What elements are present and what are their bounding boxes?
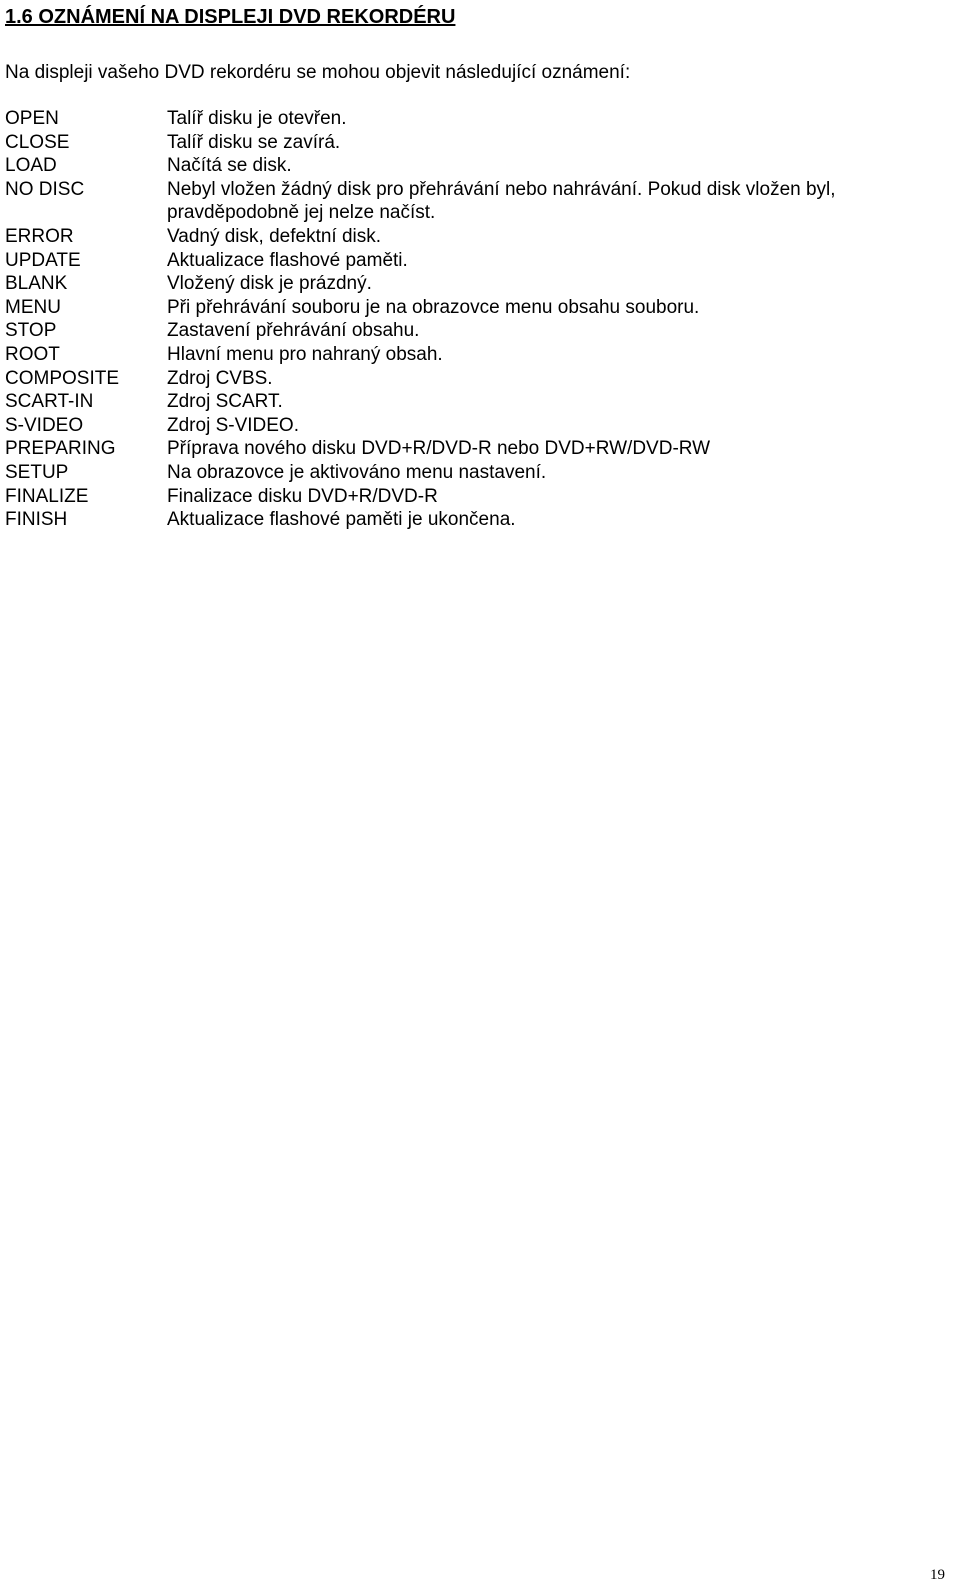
- message-code: SCART-IN: [5, 391, 94, 413]
- intro-text: Na displeji vašeho DVD rekordéru se mohou objevit následující oznámení:: [5, 62, 631, 83]
- list-item: [5, 437, 945, 461]
- list-item: [5, 485, 945, 509]
- message-description: Zdroj SCART.: [167, 391, 283, 413]
- message-code: LOAD: [5, 155, 57, 177]
- message-description: Zdroj S-VIDEO.: [167, 414, 299, 436]
- list-item: [5, 107, 945, 131]
- message-description: Vadný disk, defektní disk.: [167, 225, 382, 247]
- message-code: ROOT: [5, 343, 60, 365]
- list-item: [5, 343, 945, 367]
- list-item: [5, 272, 945, 296]
- message-description: Talíř disku je otevřen.: [167, 108, 347, 129]
- message-code: ERROR: [5, 225, 74, 247]
- message-code: STOP: [5, 320, 57, 342]
- list-item: [5, 178, 945, 225]
- section-heading: 1.6 OZNÁMENÍ NA DISPLEJI DVD REKORDÉRU: [5, 6, 456, 28]
- message-description: Zdroj CVBS.: [167, 367, 273, 389]
- message-code: OPEN: [5, 108, 59, 129]
- message-code: NO DISC: [5, 178, 85, 200]
- list-item: [5, 367, 945, 391]
- message-code: COMPOSITE: [5, 367, 120, 389]
- message-code: BLANK: [5, 273, 68, 295]
- message-code: PREPARING: [5, 438, 116, 460]
- message-description: Aktualizace flashové paměti je ukončena.: [167, 509, 516, 531]
- list-item: [5, 296, 945, 320]
- message-code: UPDATE: [5, 249, 81, 271]
- message-description: Aktualizace flashové paměti.: [167, 249, 408, 271]
- list-item: [5, 249, 945, 273]
- message-description: Hlavní menu pro nahraný obsah.: [167, 343, 443, 365]
- message-description: Na obrazovce je aktivováno menu nastavení.: [167, 461, 547, 483]
- list-item: [5, 414, 945, 438]
- message-code: FINALIZE: [5, 485, 89, 507]
- list-item: [5, 225, 945, 249]
- message-code: FINISH: [5, 509, 68, 531]
- list-item: [5, 461, 945, 485]
- message-code: SETUP: [5, 461, 69, 483]
- page-number: 19: [930, 1567, 945, 1583]
- message-description: Vložený disk je prázdný.: [167, 273, 372, 295]
- list-item: [5, 131, 945, 155]
- list-item: [5, 390, 945, 414]
- message-description: Zastavení přehrávání obsahu.: [167, 320, 420, 342]
- message-description: Při přehrávání souboru je na obrazovce menu obsahu souboru.: [167, 296, 700, 318]
- message-description: Nebyl vložen žádný disk pro přehrávání nebo nahrávání. Pokud disk vložen byl, pravděpodobně jej nelze načíst.: [167, 178, 836, 224]
- list-item: [5, 508, 945, 532]
- message-description: Finalizace disku DVD+R/DVD-R: [167, 485, 438, 507]
- display-messages-list: [5, 107, 945, 532]
- message-description: Příprava nového disku DVD+R/DVD-R nebo DVD+RW/DVD-RW: [167, 438, 711, 460]
- message-description: Talíř disku se zavírá.: [167, 131, 341, 153]
- message-description: Načítá se disk.: [167, 155, 292, 177]
- list-item: [5, 319, 945, 343]
- message-code: CLOSE: [5, 131, 70, 153]
- message-code: MENU: [5, 296, 61, 318]
- message-code: S-VIDEO: [5, 414, 84, 436]
- list-item: [5, 154, 945, 178]
